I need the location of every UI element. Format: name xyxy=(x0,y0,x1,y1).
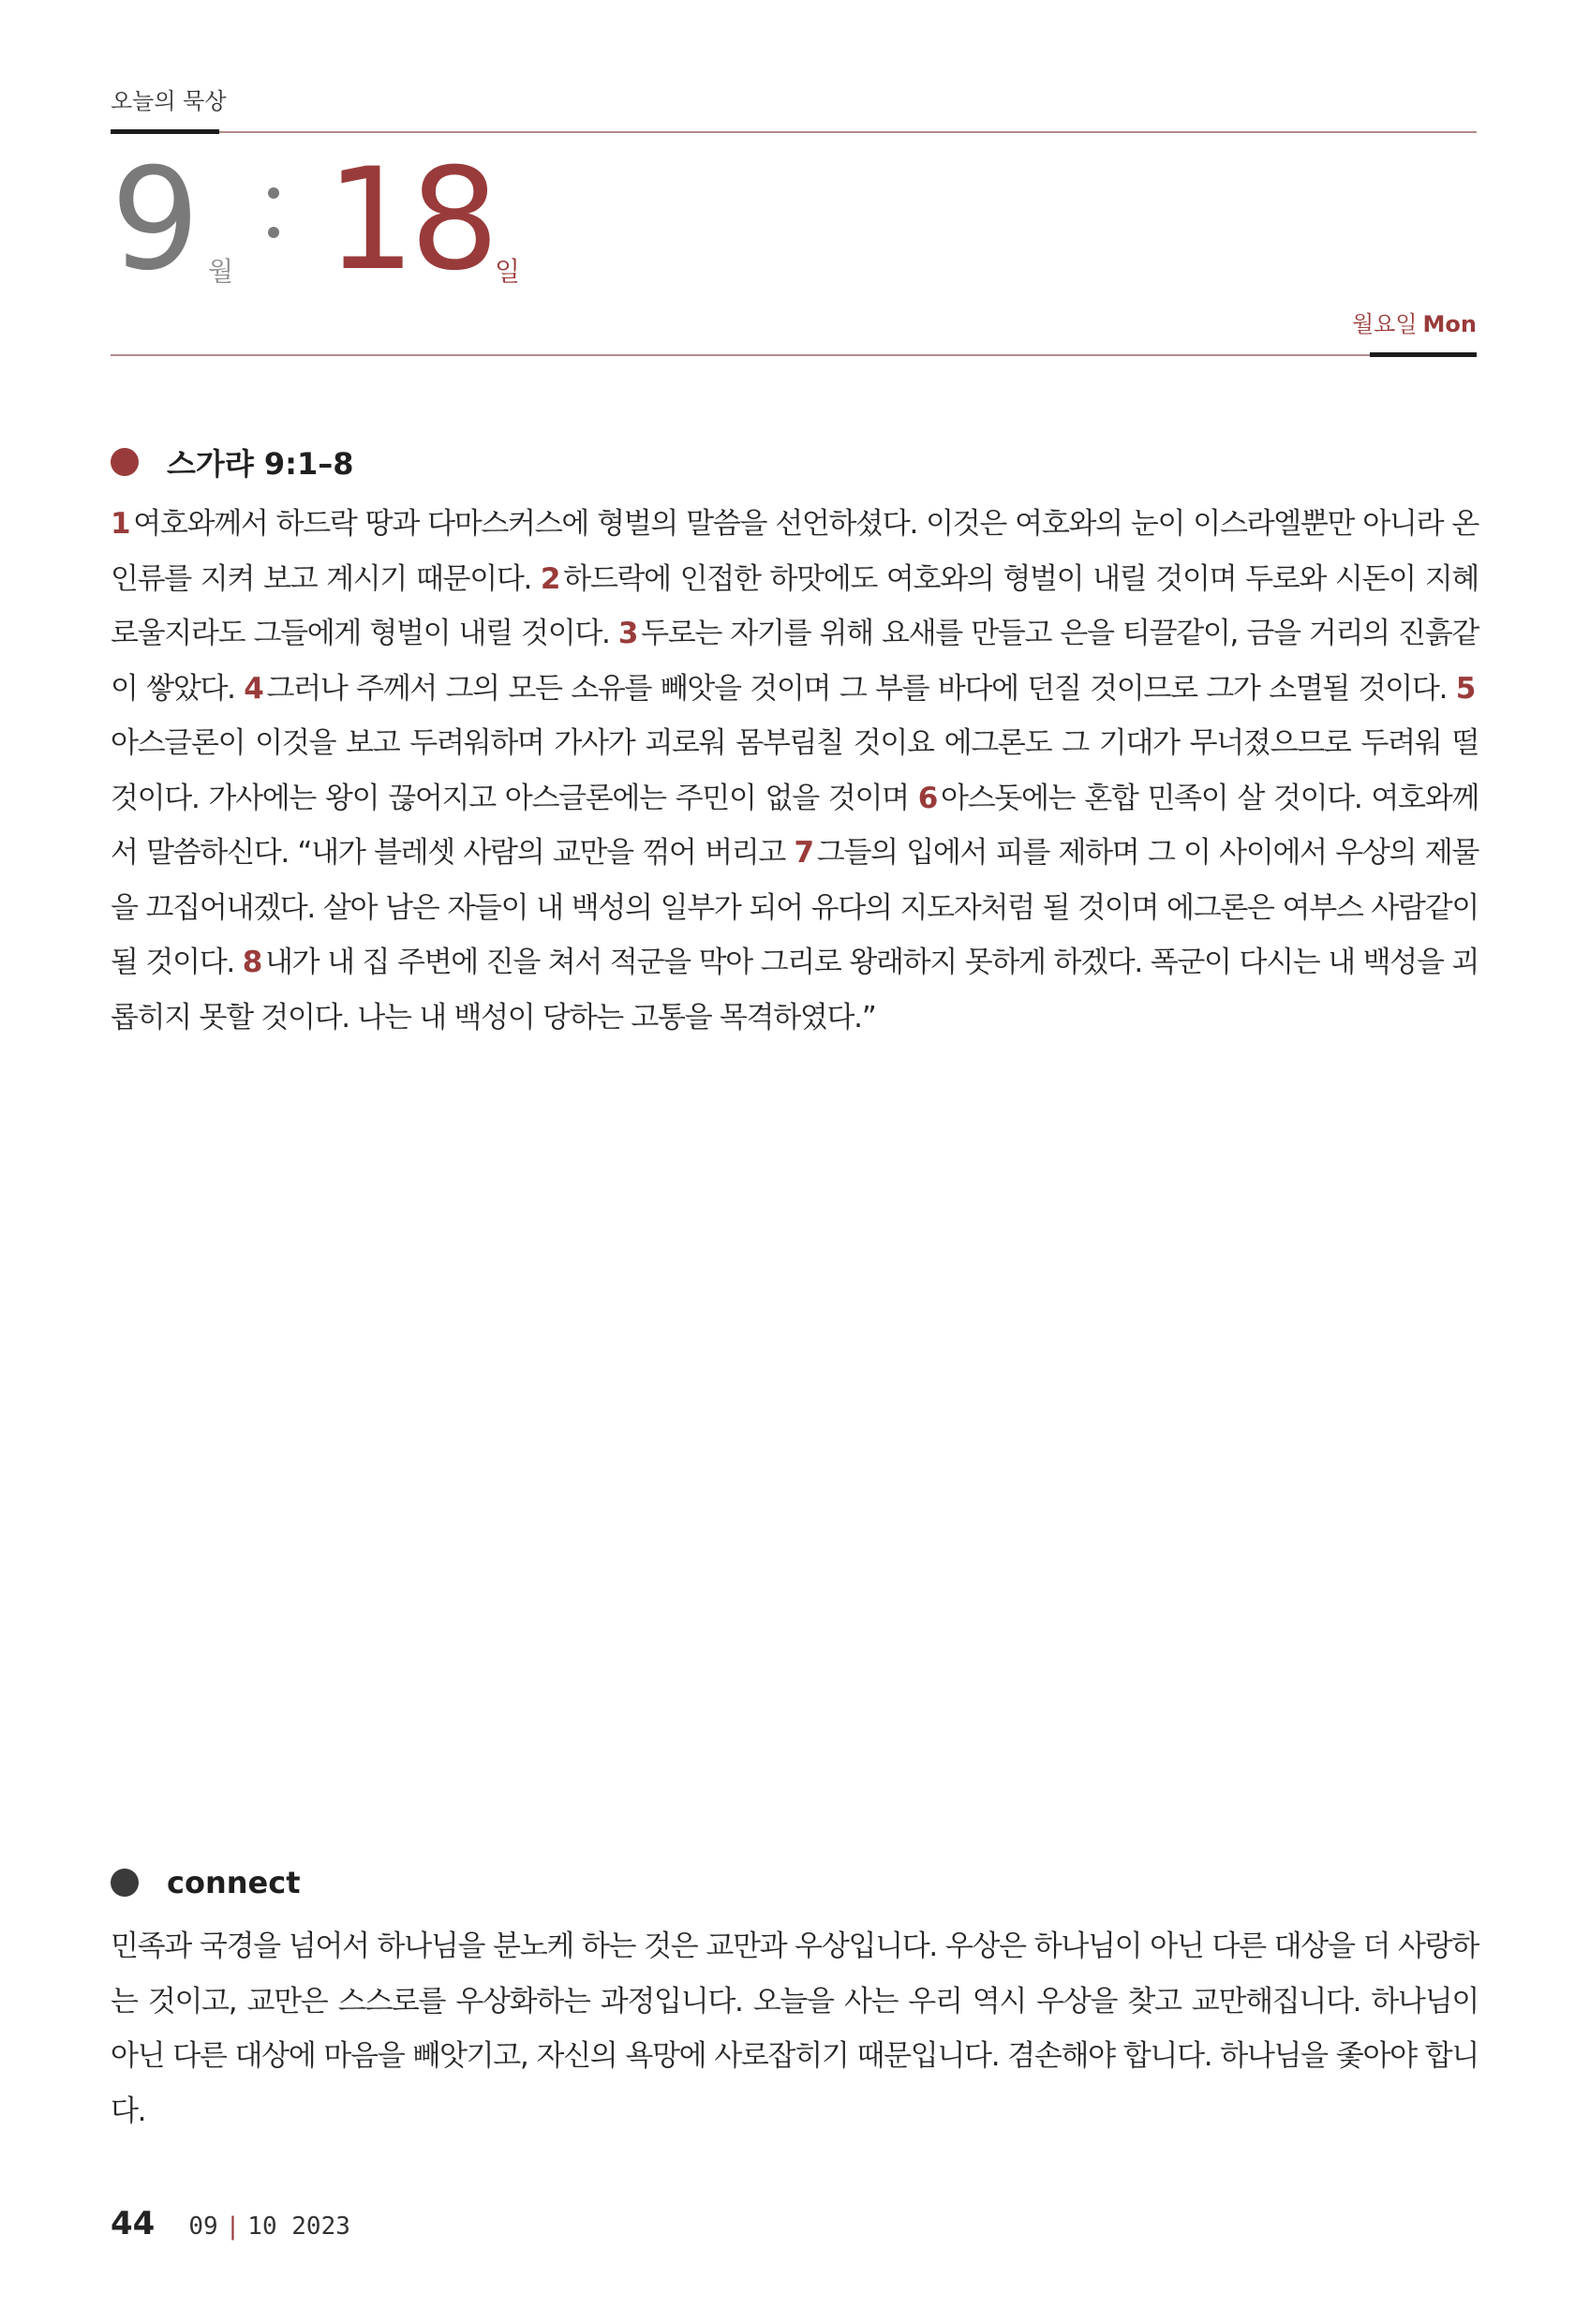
header-divider xyxy=(111,131,1477,133)
footer xyxy=(111,2205,350,2242)
connect-heading: connect xyxy=(167,1865,301,1900)
issue-info xyxy=(188,2212,350,2241)
verse-text: 그들의 입에서 피를 제하며 그 이 사이에서 우상의 제물을 끄집어내겠다. 살아 남은 자들이 내 백성의 일부가 되어 유다의 지도자처럼 될 것이며 에그론은 여부스 사람같이 될 것이다. xyxy=(111,836,1479,979)
verse-number: 5 xyxy=(1455,671,1475,706)
weekday-ko: 월요일 xyxy=(1351,311,1418,337)
date-divider-accent xyxy=(1370,352,1477,357)
issue-month: 09 xyxy=(188,2212,218,2241)
day-number: 18 xyxy=(326,139,494,302)
verse-text: 내가 내 집 주변에 진을 쳐서 적군을 막아 그리로 왕래하지 못하게 하겠다. 폭군이 다시는 내 백성을 괴롭히지 못할 것이다. 나는 내 백성이 당하는 고통을 목격하였다.” xyxy=(111,946,1479,1035)
scripture-title xyxy=(111,440,353,484)
bullet-icon xyxy=(111,448,139,476)
verse-number: 6 xyxy=(917,781,937,815)
scripture-body xyxy=(111,497,1479,1045)
issue-separator: | xyxy=(225,2212,241,2241)
verse-number: 4 xyxy=(244,671,263,706)
header-label: 오늘의 묵상 xyxy=(111,88,227,114)
verse-number: 1 xyxy=(111,507,130,541)
connect-title xyxy=(111,1865,300,1900)
weekday xyxy=(1352,305,1477,338)
verse-text: 아스돗에는 혼합 민족이 살 것이다. 여호와께서 말씀하신다. “내가 블레셋 사람의 교만을 꺾어 버리고 xyxy=(111,781,1479,870)
scripture-reference: 스가랴 9:1–8 xyxy=(167,446,354,482)
page-number: 44 xyxy=(111,2205,156,2242)
verse-text: 하드락에 인접한 하맛에도 여호와의 형벌이 내릴 것이며 두로와 시돈이 지혜로울지라도 그들에게 형벌이 내릴 것이다. xyxy=(111,561,1479,650)
weekday-en: Mon xyxy=(1422,311,1477,337)
day-unit: 일 xyxy=(495,256,521,287)
month-unit: 월 xyxy=(208,256,234,287)
verse-number: 2 xyxy=(540,561,560,596)
month-number: 9 xyxy=(111,139,195,302)
verse-text: 그러나 주께서 그의 모든 소유를 빼앗을 것이며 그 부를 바다에 던질 것이므로 그가 소멸될 것이다. xyxy=(266,671,1448,706)
verse-number: 8 xyxy=(242,946,262,979)
verse-number: 3 xyxy=(617,617,638,650)
bullet-icon xyxy=(111,1869,139,1897)
verse-text: 여호와께서 하드락 땅과 다마스커스에 형벌의 말씀을 선언하셨다. 이것은 여호와의 눈이 이스라엘뿐만 아니라 온 인류를 지켜 보고 계시기 때문이다. xyxy=(111,507,1479,596)
connect-body: 민족과 국경을 넘어서 하나님을 분노케 하는 것은 교만과 우상입니다. 우상은 하나님이 아닌 다른 대상을 더 사랑하는 것이고, 교만은 스스로를 우상화하는 과정입니다. 오늘을 사는 우리 역시 우상을 찾고 교만해집니다. 하나님이 아닌 다른 대상에 마음을 빼앗기고, 자신의 욕망에 사로잡히기 때문입니다. 겸손해야 합니다. 하나님을 좇아야 합니다. xyxy=(111,1929,1479,2128)
date-colon xyxy=(268,187,281,244)
header-divider-accent xyxy=(111,129,219,134)
verse-text: 아스글론이 이것을 보고 두려워하며 가사가 괴로워 몸부림칠 것이요 에그론도 그 기대가 무너졌으므로 두려워 떨 것이다. 가사에는 왕이 끊어지고 아스글론에는 주민이 없을 것이며 xyxy=(111,726,1479,815)
issue-rest: 10 2023 xyxy=(247,2212,350,2241)
verse-number: 7 xyxy=(794,836,813,870)
date-divider xyxy=(111,354,1477,356)
verse-text: 두로는 자기를 위해 요새를 만들고 은을 티끌같이, 금을 거리의 진흙같이 쌓았다. xyxy=(111,617,1479,706)
